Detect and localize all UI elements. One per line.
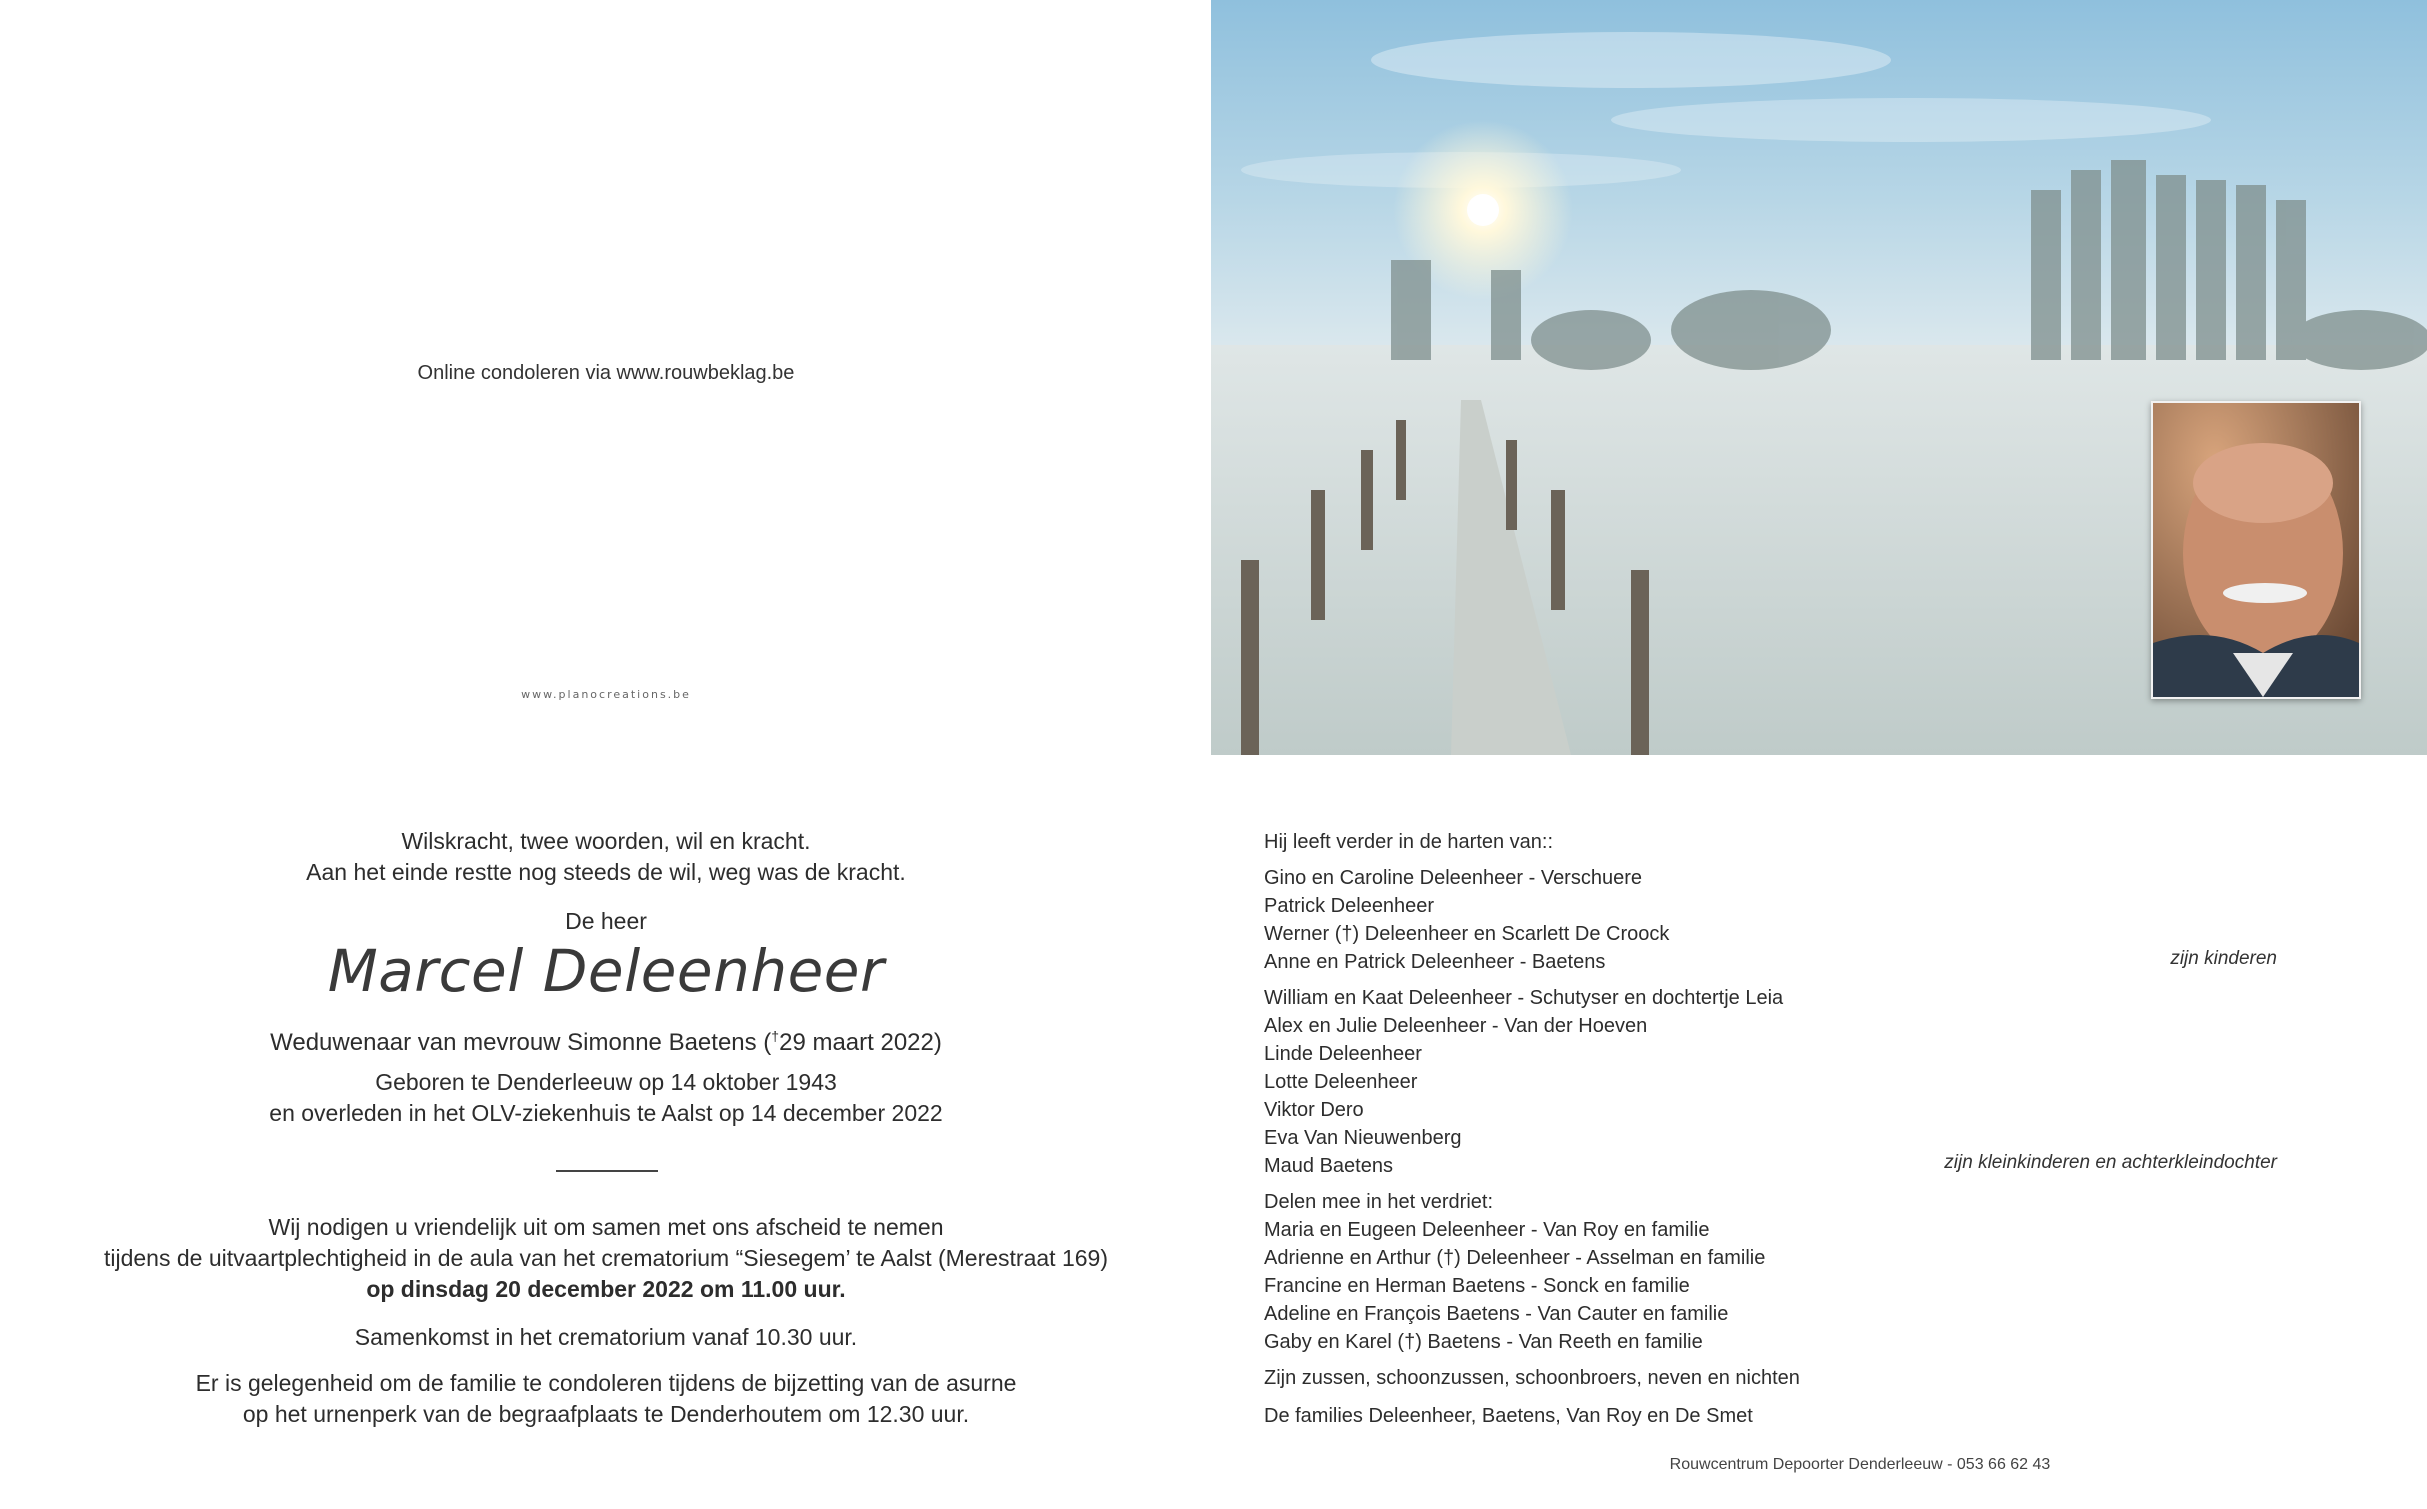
list-item: Francine en Herman Baetens - Sonck en familie (1264, 1275, 1690, 1297)
condolence-text: Online condoleren via www.rouwbeklag.be (417, 362, 795, 384)
deceased-name: Marcel Deleenheer (327, 937, 885, 1005)
list-item: William en Kaat Deleenheer - Schutyser en dochtertje Leia (1264, 987, 1784, 1009)
list-item: Patrick Deleenheer (1264, 895, 1435, 917)
survivors-intro: Hij leeft verder in de harten van:: (1264, 831, 1554, 853)
families-line: De families Deleenheer, Baetens, Van Roy en De Smet (1264, 1405, 1753, 1427)
list-item: Gaby en Karel (†) Baetens - Van Reeth en familie (1264, 1331, 1703, 1353)
share-intro: Delen mee in het verdriet: (1264, 1191, 1494, 1213)
funeral-invitation (0, 1212, 1212, 1305)
list-item: Anne en Patrick Deleenheer - Baetens (1264, 951, 1606, 973)
portrait-photo (2151, 401, 2361, 699)
list-item: Maud Baetens (1264, 1155, 1393, 1177)
list-item: Viktor Dero (1264, 1099, 1364, 1121)
grandchildren-list (1264, 984, 1783, 1180)
widower-text: Weduwenaar van mevrouw Simonne Baetens ( (270, 1029, 772, 1056)
invite-line: Wij nodigen u vriendelijk uit om samen met ons afscheid te nemen (268, 1214, 944, 1240)
widower-date: 29 maart 2022) (779, 1029, 942, 1056)
siblings-line: Zijn zussen, schoonzussen, schoonbroers, neven en nichten (1264, 1367, 1800, 1389)
honorific: De heer (565, 908, 647, 934)
children-note: zijn kinderen (2170, 948, 2277, 969)
birth-line: Geboren te Denderleeuw op 14 oktober 1943 (375, 1069, 837, 1095)
gathering-time: Samenkomst in het crematorium vanaf 10.30 uur. (354, 1324, 858, 1350)
dagger-symbol: † (771, 1028, 780, 1044)
urn-line: Er is gelegenheid om de familie te condoleren tijdens de bijzetting van de asurne (195, 1370, 1017, 1396)
funeral-date: op dinsdag 20 december 2022 om 11.00 uur. (366, 1276, 846, 1302)
divider (556, 1170, 658, 1172)
designer-credit: www.planocreations.be (521, 688, 691, 701)
share-list (1264, 1216, 1765, 1356)
list-item: Linde Deleenheer (1264, 1043, 1422, 1065)
widower-line (0, 1021, 1212, 1058)
quote-line: Wilskracht, twee woorden, wil en kracht. (401, 828, 811, 854)
list-item: Gino en Caroline Deleenheer - Verschuere (1264, 867, 1642, 889)
children-list (1264, 864, 1669, 976)
funeral-home-footer: Rouwcentrum Depoorter Denderleeuw - 053 66 62 43 (1669, 1456, 2051, 1473)
grandchildren-note: zijn kleinkinderen en achterkleindochter (1944, 1152, 2277, 1173)
birth-death-info (0, 1067, 1212, 1129)
urn-line: op het urnenperk van de begraafplaats te Denderhoutem om 12.30 uur. (242, 1401, 970, 1427)
death-line: en overleden in het OLV-ziekenhuis te Aalst op 14 december 2022 (269, 1100, 943, 1126)
quote-line: Aan het einde restte nog steeds de wil, weg was de kracht. (306, 859, 906, 885)
list-item: Werner (†) Deleenheer en Scarlett De Croock (1264, 923, 1670, 945)
list-item: Adrienne en Arthur (†) Deleenheer - Asselman en familie (1264, 1247, 1766, 1269)
list-item: Alex en Julie Deleenheer - Van der Hoeven (1264, 1015, 1648, 1037)
list-item: Adeline en François Baetens - Van Cauter en familie (1264, 1303, 1729, 1325)
memorial-quote (0, 826, 1212, 888)
urn-burial-info (0, 1368, 1212, 1430)
list-item: Eva Van Nieuwenberg (1264, 1127, 1462, 1149)
list-item: Maria en Eugeen Deleenheer - Van Roy en familie (1264, 1219, 1710, 1241)
list-item: Lotte Deleenheer (1264, 1071, 1418, 1093)
invite-line: tijdens de uitvaartplechtigheid in de aula van het crematorium “Siesegem’ te Aalst (Merestraat 169) (103, 1245, 1108, 1271)
